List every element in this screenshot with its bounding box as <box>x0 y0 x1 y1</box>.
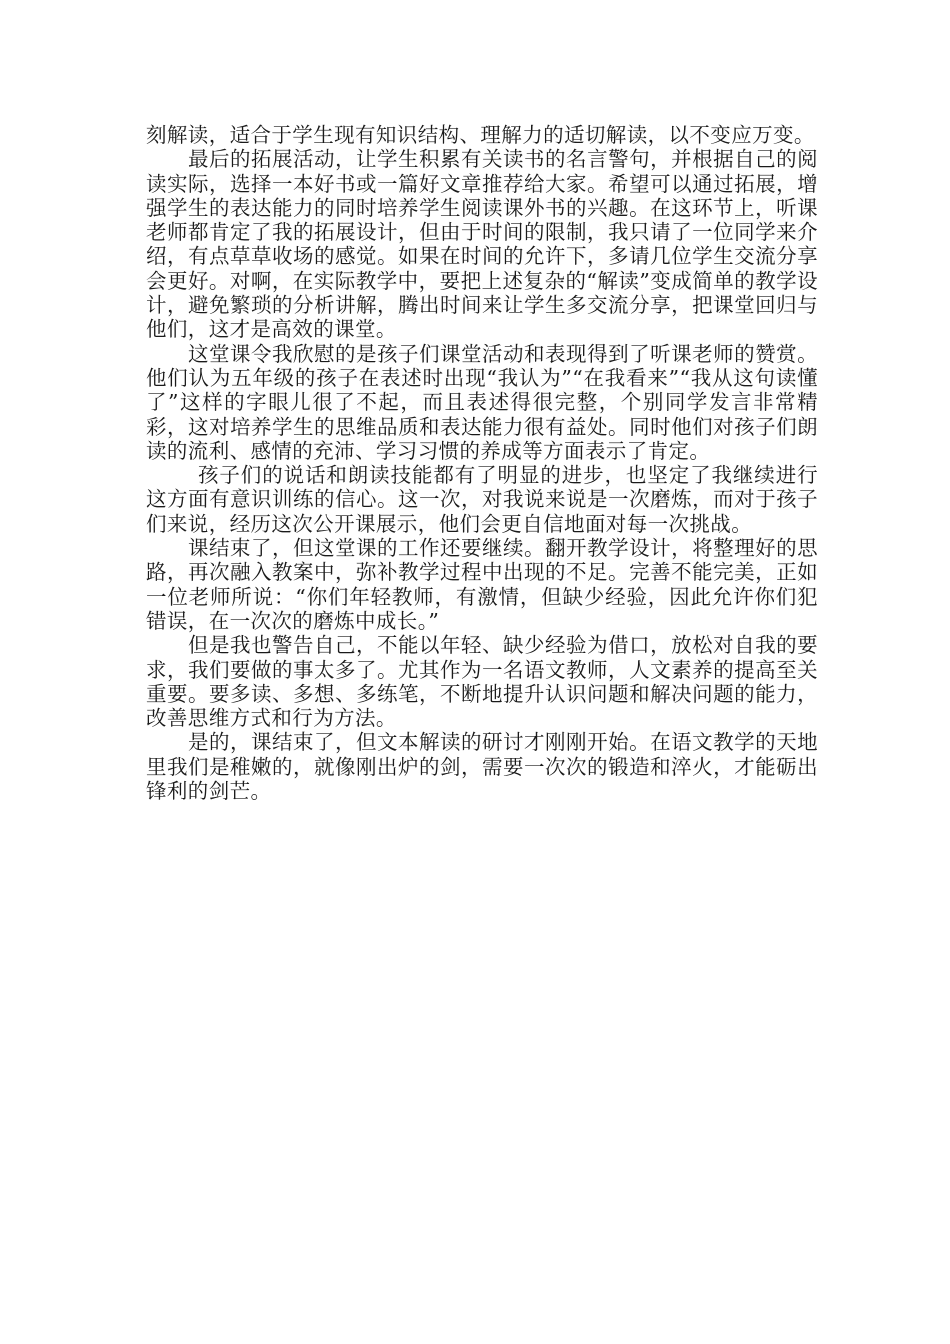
paragraph-conclusion: 是的，课结束了，但文本解读的研讨才刚刚开始。在语文教学的天地里我们是稚嫩的，就像刚出炉的剑，需要一次次的锻造和淬火，才能砺出锋利的剑芒。 <box>146 730 818 804</box>
document-body <box>146 123 818 803</box>
paragraph-progress: 孩子们的说话和朗读技能都有了明显的进步，也坚定了我继续进行这方面有意识训练的信心。这一次，对我说来说是一次磨炼，而对于孩子们来说，经历这次公开课展示，他们会更自信地面对每一次挑战。 <box>146 463 818 536</box>
paragraph-self-warning: 但是我也警告自己，不能以年轻、缺少经验为借口，放松对自我的要求，我们要做的事太多了。尤其作为一名语文教师，人文素养的提高至关重要。要多读、多想、多练笔，不断地提升认识问题和解决问题的能力，改善思维方式和行为方法。 <box>146 633 818 731</box>
paragraph-student-performance: 这堂课令我欣慰的是孩子们课堂活动和表现得到了听课老师的赞赏。他们认为五年级的孩子在表述时出现“我认为”“在我看来”“我从这句读懂了”这样的字眼儿很了不起，而且表述得很完整，个别同学发言非常精彩，这对培养学生的思维品质和表达能力很有益处。同时他们对孩子们朗读的流利、感情的充沛、学习习惯的养成等方面表示了肯定。 <box>146 341 818 463</box>
paragraph-continue-work: 课结束了，但这堂课的工作还要继续。翻开教学设计，将整理好的思路，再次融入教案中，弥补教学过程中出现的不足。完善不能完美，正如一位老师所说：“你们年轻教师，有激情，但缺少经验，因此允许你们犯错误，在一次次的磨炼中成长。” <box>146 536 818 633</box>
paragraph-continuation: 刻解读，适合于学生现有知识结构、理解力的适切解读，以不变应万变。 <box>146 123 815 147</box>
paragraph-extension-activity: 最后的拓展活动，让学生积累有关读书的名言警句，并根据自己的阅读实际，选择一本好书或一篇好文章推荐给大家。希望可以通过拓展，增强学生的表达能力的同时培养学生阅读课外书的兴趣。在这环节上，听课老师都肯定了我的拓展设计，但由于时间的限制，我只请了一位同学来介绍，有点草草收场的感觉。如果在时间的允许下，多请几位学生交流分享会更好。对啊，在实际教学中，要把上述复杂的“解读”变成简单的教学设计，避免繁琐的分析讲解，腾出时间来让学生多交流分享，把课堂回归与他们，这才是高效的课堂。 <box>146 147 818 342</box>
